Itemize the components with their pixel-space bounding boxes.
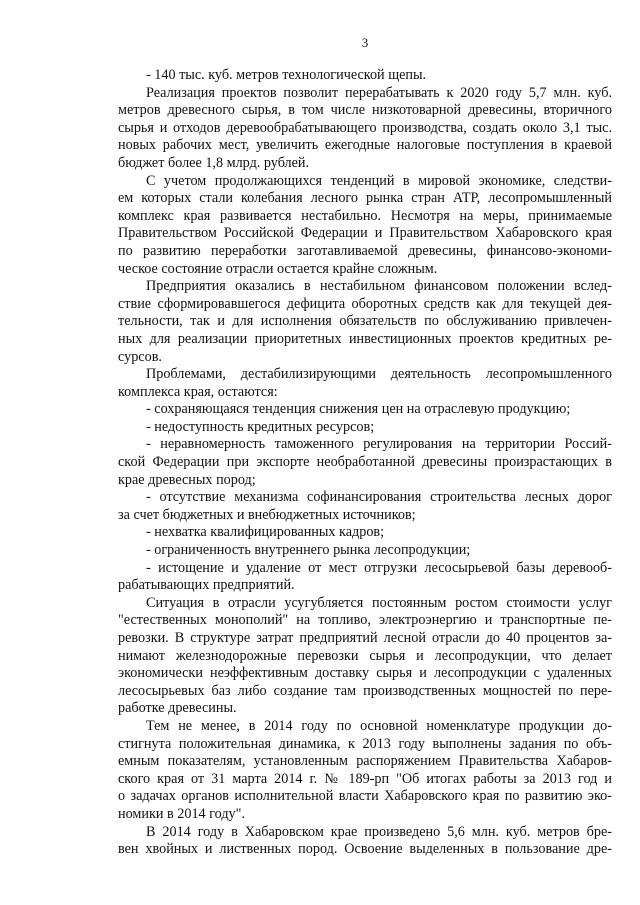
text-line: - истощение и удаление от мест отгрузки лесосырьевой базы деревооб-	[146, 559, 612, 576]
text-line: за счет бюджетных и внебюджетных источников;	[118, 506, 416, 523]
text-line: емным показателям, установленным распоряжением Правительства Хабаров-	[118, 753, 612, 770]
text-line: лесосырьевых баз либо создание там производственных мощностей по пере-	[118, 682, 612, 699]
text-line: - сохраняющаяся тенденция снижения цен на отраслевую продукцию;	[146, 401, 571, 418]
text-line: ческое состояние отрасли остается крайне сложным.	[118, 260, 438, 277]
text-line: Тем не менее, в 2014 году по основной номенклатуре продукции до-	[146, 717, 612, 734]
text-line: о задачах органов исполнительной власти Хабаровского края по развитию эко-	[118, 788, 612, 805]
body-text	[118, 67, 612, 859]
text-line: экономически неэффективным доставку сырья и лесопродукции с удаленных	[118, 665, 612, 682]
text-line: ных для реализации приоритетных инвестиционных проектов кредитных ре-	[118, 330, 612, 347]
text-line: вен хвойных и лиственных пород. Освоение выделенных в пользование дре-	[118, 841, 612, 858]
text-line: - отсутствие механизма софинансирования строительства лесных дорог	[146, 489, 612, 506]
text-line: - ограниченность внутреннего рынка лесопродукции;	[146, 542, 471, 559]
text-line: стигнута положительная динамика, к 2013 году выполнены задания по объ-	[118, 735, 612, 752]
text-line: - неравномерность таможенного регулирования на территории Россий-	[146, 436, 612, 453]
text-line: ского края от 31 марта 2014 г. № 189-рп "Об итогах работы за 2013 год и	[118, 770, 612, 787]
text-line: С учетом продолжающихся тенденций в мировой экономике, следстви-	[146, 172, 612, 189]
text-line: "естественных монополий" на топливо, электроэнергию и транспортные пе-	[118, 612, 612, 629]
page-number: 3	[361, 35, 369, 50]
text-line: новых рабочих мест, увеличить ежегодные налоговые поступления в краевой	[118, 137, 612, 154]
text-line: крае древесных пород;	[118, 471, 256, 488]
text-line: комплекса края, остаются:	[118, 383, 278, 400]
text-line: - 140 тыс. куб. метров технологической щепы.	[146, 67, 427, 83]
text-line: номики в 2014 году".	[118, 805, 245, 822]
text-line: Ситуация в отрасли усугубляется постоянным ростом стоимости услуг	[146, 594, 612, 611]
text-line: нимают железнодорожные перевозки сырья и лесопродукции, что делает	[118, 647, 612, 664]
text-line: по развитию переработки заготавливаемой древесины, финансово-экономи-	[118, 242, 612, 259]
text-line: ствие сформировавшегося дефицита оборотных средств как для текущей дея-	[118, 295, 612, 312]
text-line: Реализация проектов позволит перерабатывать к 2020 году 5,7 млн. куб.	[146, 84, 612, 101]
text-line: - нехватка квалифицированных кадров;	[146, 524, 385, 541]
text-line: ем которых стали колебания лесного рынка стран АТР, лесопромышленный	[118, 190, 612, 207]
text-line: сырья и отходов деревообрабатывающего производства, создать около 3,1 тыс.	[118, 119, 612, 136]
text-line: ревозки. В структуре затрат предприятий лесной отрасли до 40 процентов за-	[118, 630, 612, 646]
text-line: Правительством Российской Федерации и Правительством Хабаровского края	[118, 225, 612, 242]
text-line: комплекс края развивается нестабильно. Несмотря на меры, принимаемые	[118, 207, 612, 224]
text-line: сурсов.	[118, 348, 162, 365]
text-line: В 2014 году в Хабаровском крае произведено 5,6 млн. куб. метров бре-	[146, 823, 612, 840]
text-line: тельности, так и для исполнения обязательств по обслуживанию привлечен-	[118, 313, 612, 330]
text-line: ской Федерации при экспорте необработанной древесины произрастающих в	[118, 454, 612, 471]
text-line: рабатывающих предприятий.	[118, 577, 295, 594]
text-line: бюджет более 1,8 млрд. рублей.	[118, 154, 310, 171]
text-line: - недоступность кредитных ресурсов;	[146, 418, 375, 435]
text-line: Предприятия оказались в нестабильном финансовом положении вслед-	[146, 278, 612, 295]
text-line: работке древесины.	[118, 700, 237, 717]
text-line: Проблемами, дестабилизирующими деятельность лесопромышленного	[146, 366, 612, 383]
text-line: метров древесного сырья, в том числе низкотоварной древесины, вторичного	[118, 102, 612, 119]
